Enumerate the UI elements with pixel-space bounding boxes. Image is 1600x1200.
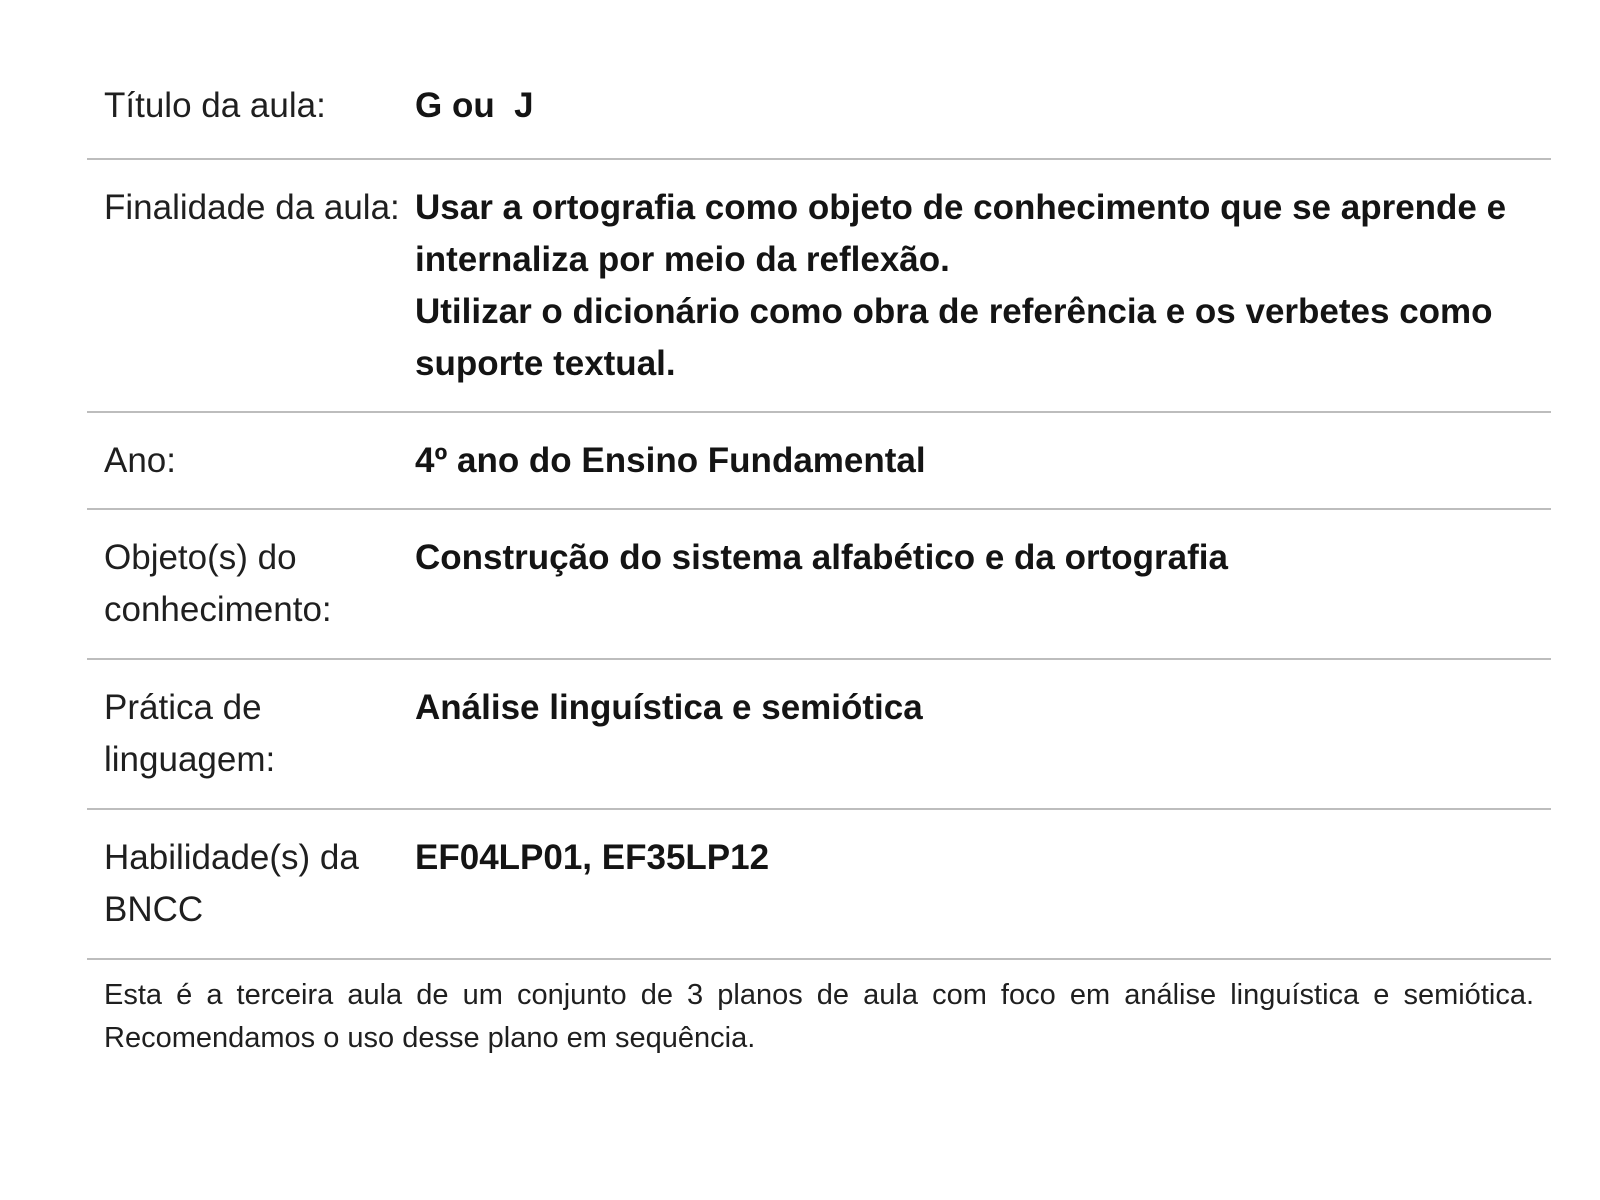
- language-practice-label: Prática de linguagem:: [104, 688, 276, 779]
- bncc-skills-text: EF04LP01, EF35LP12: [415, 838, 770, 877]
- language-practice-value: [415, 660, 1551, 808]
- lesson-title-text: G ou J: [415, 86, 534, 125]
- lesson-plan-table: [87, 56, 1551, 1060]
- bncc-skills-value: [415, 810, 1551, 958]
- sequence-note: Esta é a terceira aula de um conjunto de 3 planos de aula com foco em análise linguística e semiótica. Recomendamos o uso desse plano em sequência.: [104, 979, 1534, 1054]
- language-practice-text: Análise linguística e semiótica: [415, 688, 923, 727]
- row-knowledge-objects: [87, 510, 1551, 660]
- row-school-year: [87, 413, 1551, 510]
- knowledge-objects-value: [415, 510, 1551, 658]
- lesson-purpose-text-2: Utilizar o dicionário como obra de referência e os verbetes como suporte textual.: [415, 292, 1493, 383]
- school-year-label: Ano:: [104, 441, 176, 480]
- knowledge-objects-text: Construção do sistema alfabético e da ortografia: [415, 538, 1228, 577]
- school-year-text: 4º ano do Ensino Fundamental: [415, 441, 926, 480]
- lesson-title-value: [415, 56, 1551, 158]
- row-language-practice: [87, 660, 1551, 810]
- lesson-title-label: Título da aula:: [104, 86, 326, 125]
- bncc-skills-label: Habilidade(s) da BNCC: [104, 838, 359, 929]
- school-year-value: [415, 413, 1551, 508]
- lesson-purpose-text-1: Usar a ortografia como objeto de conhecimento que se aprende e internaliza por meio da reflexão.: [415, 188, 1507, 279]
- lesson-purpose-label: Finalidade da aula:: [104, 188, 400, 227]
- row-lesson-purpose: [87, 160, 1551, 413]
- row-bncc-skills: [87, 810, 1551, 960]
- row-lesson-title: [87, 56, 1551, 160]
- knowledge-objects-label: Objeto(s) do conhecimento:: [104, 538, 332, 629]
- lesson-purpose-value: [415, 160, 1551, 411]
